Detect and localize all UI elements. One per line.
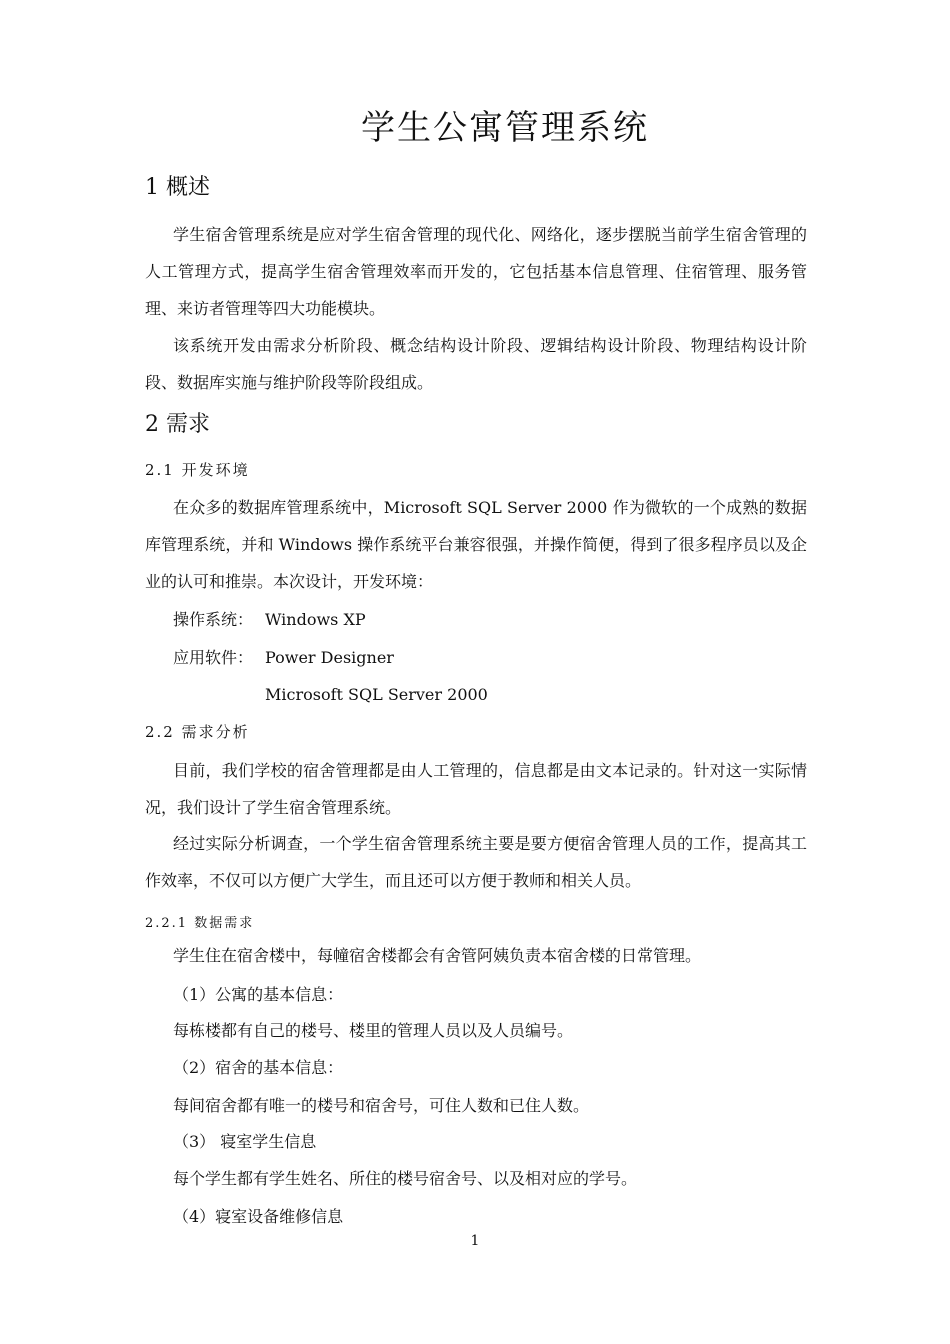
section-2-2-heading: 2.2 需求分析 — [145, 723, 250, 741]
os-label: 操作系统： — [173, 610, 254, 629]
section-2-2-paragraph-1: 目前，我们学校的宿舍管理都是由人工管理的，信息都是由文本记录的。针对这一实际情况，我们设计了学生宿舍管理系统。 — [145, 761, 807, 817]
section-2-2-1-heading: 2.2.1 数据需求 — [145, 916, 255, 931]
document-title: 学生公寓管理系统 — [361, 108, 649, 148]
app-label: 应用软件： — [173, 648, 254, 667]
section-2-2-1-intro: 学生住在宿舍楼中，每幢宿舍楼都会有舍管阿姨负责本宿舍楼的日常管理。 — [173, 946, 702, 965]
app-value-2: Microsoft SQL Server 2000 — [265, 685, 488, 704]
list-item: （2）宿舍的基本信息： — [173, 1058, 344, 1077]
section-2-1-paragraph: 在众多的数据库管理系统中，Microsoft SQL Server 2000 作为微软的一个成熟的数据库管理系统，并和 Windows 操作系统平台兼容很强，并操作简便，得到了很多程序员以及企业的认可和推崇。本次设计，开发环境： — [145, 498, 807, 591]
list-item: （3） 寝室学生信息 — [173, 1132, 317, 1151]
list-item: （4）寝室设备维修信息 — [173, 1207, 344, 1226]
app-value-1: Power Designer — [265, 648, 394, 667]
list-item: 每栋楼都有自己的楼号、楼里的管理人员以及人员编号。 — [173, 1021, 574, 1040]
list-item: 每间宿舍都有唯一的楼号和宿舍号，可住人数和已住人数。 — [173, 1096, 590, 1115]
page-number: 1 — [470, 1233, 480, 1249]
section-1-paragraph-2: 该系统开发由需求分析阶段、概念结构设计阶段、逻辑结构设计阶段、物理结构设计阶段、数据库实施与维护阶段等阶段组成。 — [145, 336, 807, 392]
os-value: Windows XP — [265, 610, 366, 629]
section-2-2-paragraph-2: 经过实际分析调查，一个学生宿舍管理系统主要是要方便宿舍管理人员的工作，提高其工作效率，不仅可以方便广大学生，而且还可以方便于教师和相关人员。 — [145, 834, 807, 890]
section-2-heading: 2 需求 — [145, 412, 210, 437]
section-2-1-heading: 2.1 开发环境 — [145, 461, 250, 479]
section-1-paragraph-1: 学生宿舍管理系统是应对学生宿舍管理的现代化、网络化，逐步摆脱当前学生宿舍管理的人工管理方式，提高学生宿舍管理效率而开发的，它包括基本信息管理、住宿管理、服务管理、来访者管理等四大功能模块。 — [145, 225, 807, 318]
section-1-heading: 1 概述 — [145, 175, 210, 200]
list-item: （1）公寓的基本信息： — [173, 985, 344, 1004]
list-item: 每个学生都有学生姓名、所住的楼号宿舍号、以及相对应的学号。 — [173, 1169, 638, 1188]
